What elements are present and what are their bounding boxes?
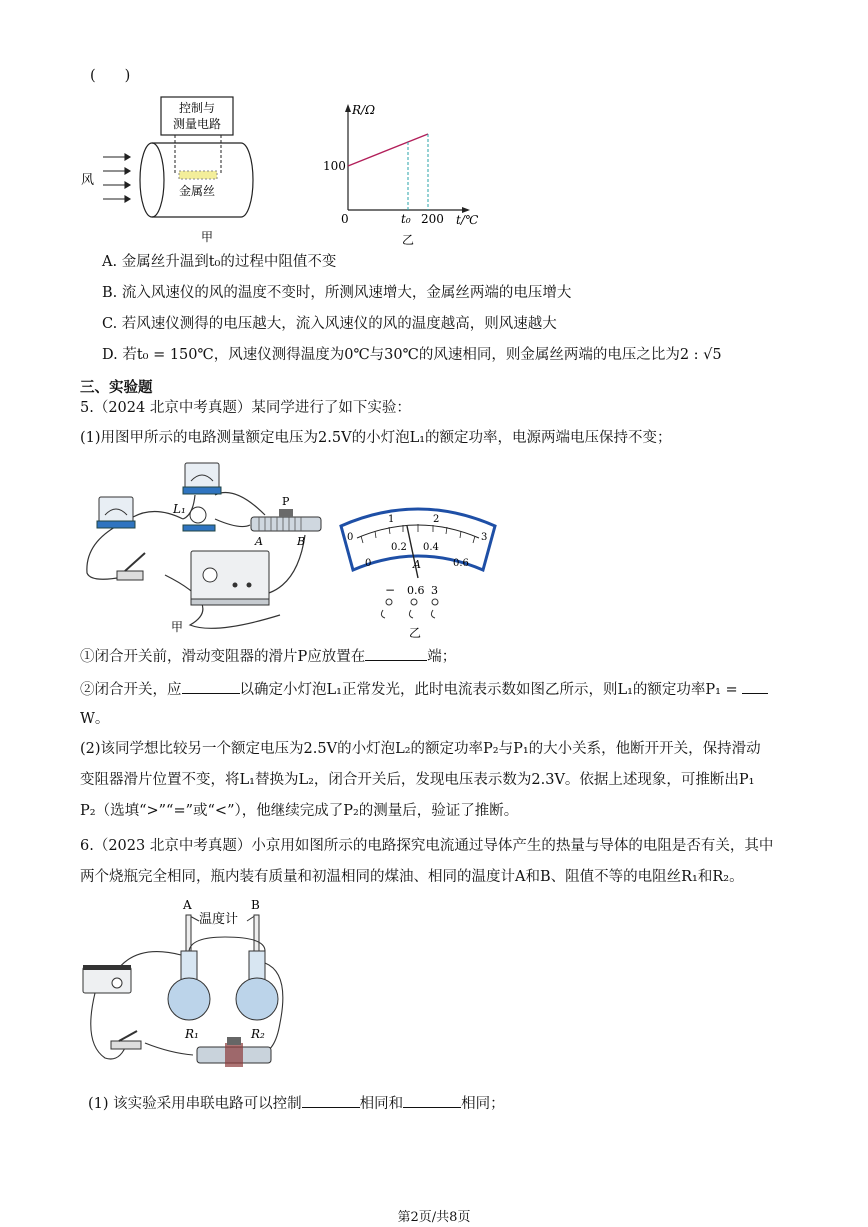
terminal-06: 0.6 <box>407 584 425 597</box>
wind-arrows <box>103 154 130 202</box>
blank-q6-2[interactable] <box>403 1093 461 1108</box>
chart-resistance-temp <box>310 98 500 248</box>
dial-caption: 乙 <box>409 626 422 640</box>
dial-bot-0: 0 <box>365 558 372 569</box>
y-axis-label: R/Ω <box>352 103 376 117</box>
x-axis-label: t/℃ <box>456 213 479 227</box>
flask-r2 <box>236 978 278 1020</box>
y-tick-100: 100 <box>323 159 346 173</box>
fig1-caption: 甲 <box>201 230 214 244</box>
dial-top-0: 0 <box>347 532 354 543</box>
blank-step1[interactable] <box>365 646 427 661</box>
page-footer: 第2页/共8页 <box>397 1210 471 1225</box>
box-label-1: 控制与 <box>178 101 216 115</box>
q6-stem-line1: 6.（2023 北京中考真题）小京用如图所示的电路探究电流通过导体产生的热量与导体的电阻是否有关，其中 <box>80 838 774 854</box>
dial-bot-02: 0.2 <box>391 542 407 553</box>
option-a[interactable]: A. 金属丝升温到t₀的过程中阻值不变 <box>102 254 337 270</box>
blank-power-p1[interactable] <box>742 679 768 694</box>
q6-q1: (1) 该实验采用串联电路可以控制 相同和 相同； <box>88 1093 505 1114</box>
voltmeter <box>99 497 133 523</box>
dial-bot-04: 0.4 <box>423 542 439 553</box>
blank-step2-action[interactable] <box>182 679 240 694</box>
q6-power-supply <box>83 967 131 993</box>
rheostat <box>251 517 321 531</box>
answer-bracket: ( ) <box>90 68 131 84</box>
option-d[interactable]: D. 若t₀ = 150℃，风速仪测得温度为0℃与30℃的风速相同，则金属丝两端的电压之比为2 : √5 <box>102 347 722 363</box>
label-thermometer: 温度计 <box>199 912 239 927</box>
dial-top-2: 2 <box>433 514 440 525</box>
q6-switch <box>111 1041 141 1049</box>
bulb-l1 <box>190 507 206 523</box>
x-tick-t0: t₀ <box>401 212 411 226</box>
q5-step2-unit: W。 <box>80 711 110 727</box>
switch <box>117 571 143 580</box>
terminal-3: 3 <box>431 584 438 597</box>
metal-wire <box>179 171 217 179</box>
series-line <box>348 134 428 166</box>
x-tick-200: 200 <box>421 212 444 226</box>
q5-step1: ①闭合开关前，滑动变阻器的滑片P应放置在 端； <box>80 646 456 667</box>
label-r1: R₁ <box>185 1027 199 1041</box>
label-thermo-a: A <box>183 898 192 912</box>
circuit-caption: 甲 <box>171 620 184 634</box>
blank-q6-1[interactable] <box>302 1093 360 1108</box>
figure-ammeter-dial <box>333 498 503 643</box>
q5-step2: ②闭合开关，应 以确定小灯泡L₁正常发光，此时电流表示数如图乙所示，则L₁的额定功率P₁ = <box>80 679 768 700</box>
tube-end-left <box>140 143 164 217</box>
dial-top-3: 3 <box>481 532 488 543</box>
wire-label: 金属丝 <box>178 184 216 198</box>
label-a: A <box>255 535 263 548</box>
graph-caption: 乙 <box>402 233 415 247</box>
label-b: B <box>297 535 306 548</box>
tube-end-right <box>241 143 253 217</box>
q6-stem-line2: 两个烧瓶完全相同，瓶内装有质量和初温相同的煤油、相同的温度计A和B、阻值不等的电阻丝R₁和R₂。 <box>80 869 744 885</box>
q5-stem: 5.（2024 北京中考真题）某同学进行了如下实验： <box>80 400 411 416</box>
flask-r1 <box>168 978 210 1020</box>
wind-label: 风 <box>81 173 95 188</box>
terminal-minus: − <box>385 583 396 597</box>
label-p: P <box>282 495 290 508</box>
q5-part1: (1)用图甲所示的电路测量额定电压为2.5V的小灯泡L₁的额定功率，电源两端电压保持不变； <box>80 430 672 446</box>
option-b[interactable]: B. 流入风速仪的风的温度不变时，所测风速增大，金属丝两端的电压增大 <box>102 285 572 301</box>
ammeter <box>185 463 219 489</box>
origin-label: 0 <box>341 212 349 226</box>
figure-flasks-circuit <box>75 893 305 1083</box>
q5-part2-line3: P₂（选填“>”“=”或“<”），他继续完成了P₂的测量后，验证了推断。 <box>80 803 519 819</box>
dial-top-1: 1 <box>388 514 395 525</box>
figure-circuit <box>75 455 335 640</box>
dial-bot-06: 0.6 <box>453 558 469 569</box>
dial-unit: A <box>413 558 421 571</box>
box-label-2: 测量电路 <box>172 117 222 131</box>
label-l1: L₁ <box>173 502 186 516</box>
section-heading: 三、实验题 <box>80 380 153 396</box>
q5-part2-line2: 变阻器滑片位置不变，将L₁替换为L₂，闭合开关后，发现电压表示数为2.3V。依据上述现象，可推断出P₁ <box>80 772 755 788</box>
label-r2: R₂ <box>251 1027 265 1041</box>
option-c[interactable]: C. 若风速仪测得的电压越大，流入风速仪的风的温度越高，则风速越大 <box>102 316 557 332</box>
figure-wind-tunnel <box>75 95 275 245</box>
q5-part2-line1: (2)该同学想比较另一个额定电压为2.5V的小灯泡L₂的额定功率P₂与P₁的大小关系，他断开开关，保持滑动 <box>80 741 761 757</box>
label-thermo-b: B <box>251 898 260 912</box>
